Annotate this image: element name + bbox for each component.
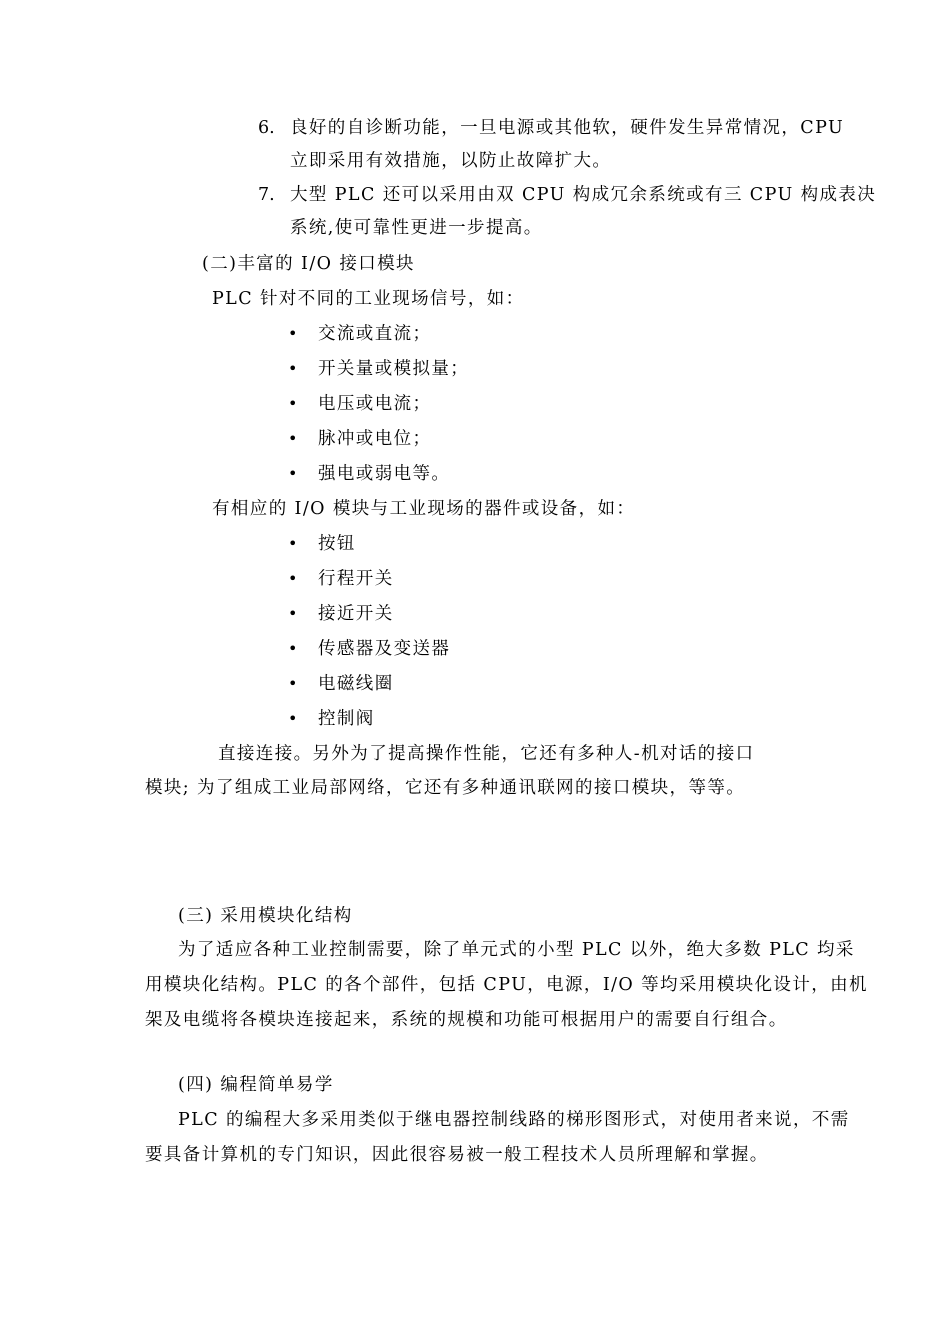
item-6-line-1: 良好的自诊断功能，一旦电源或其他软，硬件发生异常情况，CPU (290, 118, 845, 138)
device-item: 传感器及变送器 (318, 639, 451, 659)
bullet-icon: • (288, 464, 298, 483)
section-3-heading: (三) 采用模块化结构 (178, 906, 353, 926)
device-item: 按钮 (318, 534, 356, 554)
section-2-paragraph-line-1: 直接连接。另外为了提高操作性能，它还有多种人-机对话的接口 (218, 744, 755, 764)
bullet-icon: • (288, 394, 298, 413)
item-number-7: 7. (258, 185, 275, 205)
bullet-icon: • (288, 604, 298, 623)
item-7-line-1: 大型 PLC 还可以采用由双 CPU 构成冗余系统或有三 CPU 构成表决 (290, 185, 877, 205)
bullet-icon: • (288, 359, 298, 378)
section-3-line-1: 为了适应各种工业控制需要，除了单元式的小型 PLC 以外，绝大多数 PLC 均采 (178, 940, 855, 960)
item-6-line-2: 立即采用有效措施，以防止故障扩大。 (290, 151, 612, 171)
device-item: 接近开关 (318, 604, 394, 624)
bullet-icon: • (288, 569, 298, 588)
signal-item: 开关量或模拟量； (318, 359, 470, 379)
bullet-icon: • (288, 429, 298, 448)
item-number-6: 6. (258, 118, 275, 138)
section-2-heading: (二)丰富的 I/O 接口模块 (202, 254, 415, 274)
signal-item: 脉冲或电位； (318, 429, 432, 449)
section-4-heading: (四) 编程简单易学 (178, 1075, 334, 1095)
bullet-icon: • (288, 639, 298, 658)
bullet-icon: • (288, 674, 298, 693)
section-4-line-2: 要具备计算机的专门知识，因此很容易被一般工程技术人员所理解和掌握。 (145, 1145, 769, 1165)
device-item: 控制阀 (318, 709, 375, 729)
bullet-icon: • (288, 324, 298, 343)
bullet-icon: • (288, 709, 298, 728)
signal-item: 强电或弱电等。 (318, 464, 451, 484)
section-3-line-3: 架及电缆将各模块连接起来，系统的规模和功能可根据用户的需要自行组合。 (145, 1010, 788, 1030)
device-item: 电磁线圈 (318, 674, 394, 694)
item-7-line-2: 系统,使可靠性更进一步提高。 (290, 218, 543, 238)
bullet-icon: • (288, 534, 298, 553)
section-2-paragraph-line-2: 模块; 为了组成工业局部网络，它还有多种通讯联网的接口模块，等等。 (145, 778, 746, 798)
section-3-line-2: 用模块化结构。PLC 的各个部件，包括 CPU，电源，I/O 等均采用模块化设计，由机 (145, 975, 868, 995)
signal-item: 电压或电流； (318, 394, 432, 414)
section-2-intro-2: 有相应的 I/O 模块与工业现场的器件或设备，如： (212, 499, 636, 519)
signal-item: 交流或直流； (318, 324, 432, 344)
section-2-intro-1: PLC 针对不同的工业现场信号，如： (212, 289, 525, 309)
device-item: 行程开关 (318, 569, 394, 589)
section-4-line-1: PLC 的编程大多采用类似于继电器控制线路的梯形图形式，对使用者来说，不需 (178, 1110, 850, 1130)
